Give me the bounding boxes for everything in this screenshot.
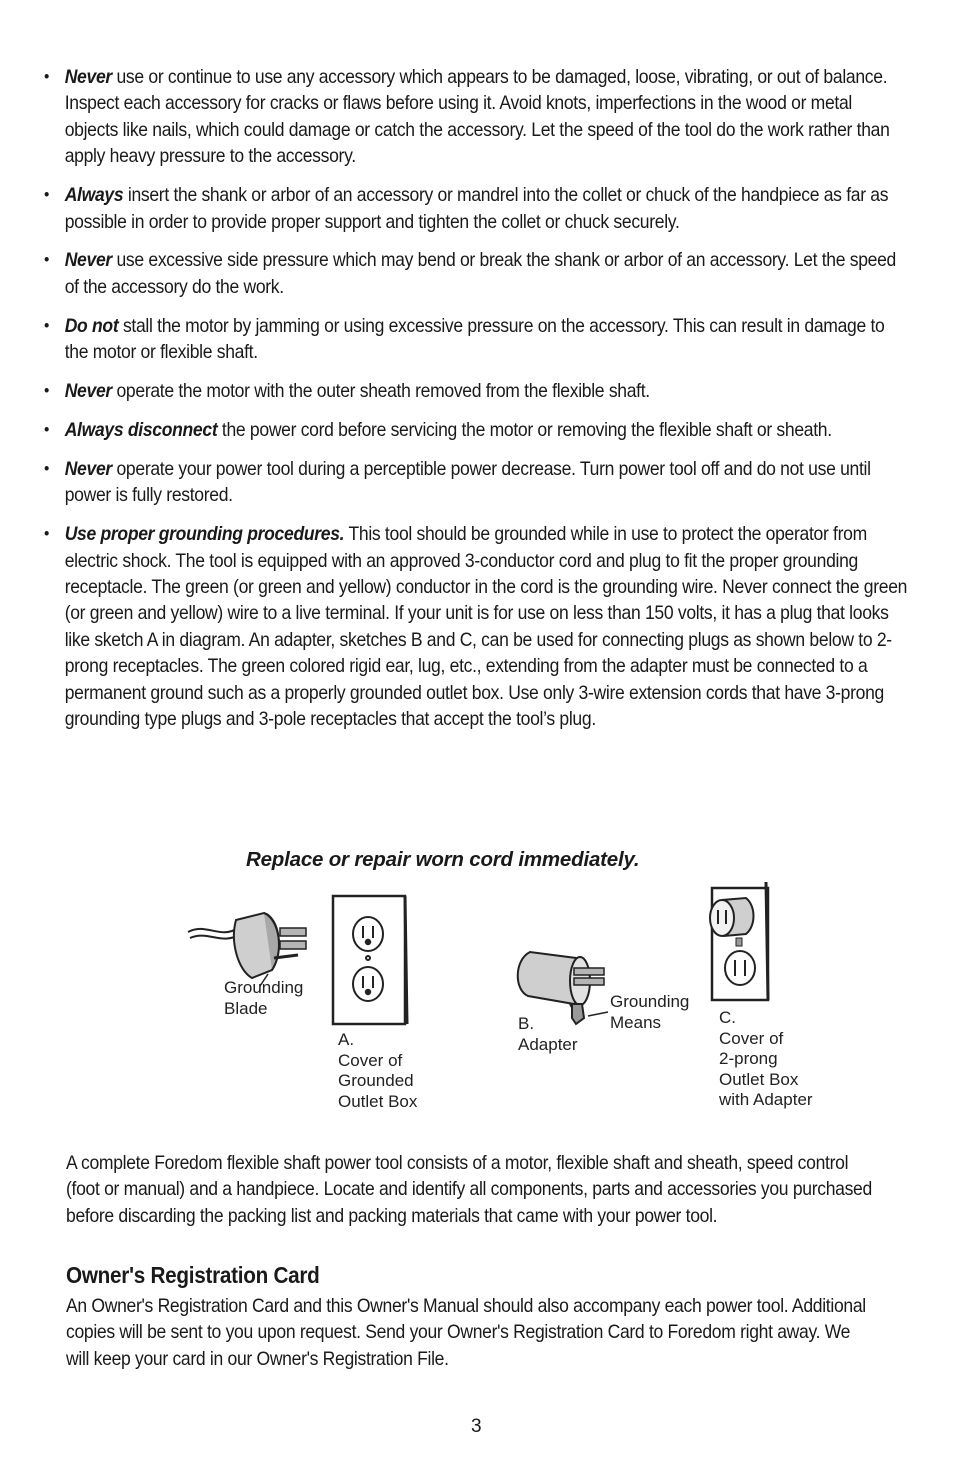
bullet-lead: Always xyxy=(64,184,124,207)
grounding-diagram xyxy=(180,878,840,1118)
grounding-means-label: Grounding Means xyxy=(610,992,690,1032)
bullet-lead: Never xyxy=(64,66,112,88)
bullet-dot: • xyxy=(44,458,50,478)
section-heading: Owner's Registration Card xyxy=(66,1262,320,1288)
bullet-item xyxy=(44,456,909,509)
bullet-lead: Always disconnect xyxy=(64,418,218,441)
bullet-item xyxy=(44,313,909,366)
bullet-item xyxy=(44,247,909,300)
bullet-dot: • xyxy=(44,419,50,439)
bullet-dot: • xyxy=(44,381,50,401)
bullet-item xyxy=(44,521,909,732)
bullet-text: use or continue to use any accessory which appears to be damaged, loose, vibrating, or out of balance. Inspect each accessory for cracks or flaws before using it. Avoid knots, imperfections in the wood or metal objects like nails, which could damage or catch the accessory. Let the speed of the tool do the work rather than apply heavy pressure to the accessory. xyxy=(64,66,890,168)
safety-bullet-list xyxy=(44,64,908,745)
diagram-caption: Replace or repair worn cord immediately. xyxy=(246,848,640,871)
bullet-dot: • xyxy=(44,315,50,335)
grounding-blade-label: Grounding Blade xyxy=(224,978,304,1018)
bullet-dot: • xyxy=(44,185,50,205)
intro-paragraph: A complete Foredom flexible shaft power tool consists of a motor, flexible shaft and sheath, speed control (foot or manual) and a handpiece. Locate and identify all components, parts and accessories you purchased before discarding the packing list and packing materials that came with your power tool. xyxy=(66,1152,872,1227)
bullet-item xyxy=(44,182,909,235)
bullet-lead: Never xyxy=(64,249,112,272)
registration-paragraph: An Owner's Registration Card and this Owner's Manual should also accompany each power tool. Additional copies will be sent to you upon request. Send your Owner's Registration Card to Foredom right away. We will keep your card in our Owner's Registration File. xyxy=(66,1295,866,1370)
bullet-item xyxy=(44,378,909,404)
bullet-item xyxy=(44,417,909,443)
bullet-lead: Never xyxy=(64,380,112,403)
bullet-text: use excessive side pressure which may bend or break the shank or arbor of an accessory. Let the speed of the accessory do the work. xyxy=(64,249,896,298)
page-number: 3 xyxy=(471,1416,482,1437)
bullet-text: insert the shank or arbor of an accessory or mandrel into the collet or chuck of the handpiece as far as possible in order to provide proper support and tighten the collet or chuck securely. xyxy=(64,184,889,233)
bullet-text: the power cord before servicing the motor or removing the flexible shaft or sheath. xyxy=(217,418,832,441)
bullet-text: operate the motor with the outer sheath removed from the flexible shaft. xyxy=(111,380,650,403)
bullet-lead: Use proper grounding procedures. xyxy=(64,523,345,546)
two-prong-outlet-with-adapter-drawing xyxy=(710,882,768,1000)
bullet-dot: • xyxy=(44,524,50,544)
bullet-text: stall the motor by jamming or using excessive pressure on the accessory. This can result in damage to the motor or flexible shaft. xyxy=(64,314,885,364)
grounded-outlet-drawing xyxy=(333,896,407,1024)
bullet-lead: Never xyxy=(64,457,112,480)
three-prong-plug-drawing xyxy=(188,913,306,986)
outlet-a-label: A. Cover of Grounded Outlet Box xyxy=(338,1030,418,1111)
bullet-text: This tool should be grounded while in use to protect the operator from electric shock. The tool is equipped with an approved 3-conductor cord and plug to fit the proper grounding receptacle. The green (or green and yellow) conductor in the cord is the grounding wire. Never connect the green (or green and yellow) wire to a live terminal. If your unit is for use on less than 150 volts, it has a plug that looks like sketch A in diagram. An adapter, sketches B and C, can be used for connecting plugs as shown below to 2-prong receptacles. The green colored rigid ear, lug, etc., extending from the adapter must be connected to a permanent ground such as a properly grounded outlet box. Use only 3-wire extension cords that have 3-prong grounding type plugs and 3-pole receptacles that accept the tool’s plug. xyxy=(64,523,908,731)
bullet-text: operate your power tool during a perceptible power decrease. Turn power tool off and do not use until power is fully restored. xyxy=(64,457,871,507)
bullet-dot: • xyxy=(44,250,50,270)
bullet-lead: Do not xyxy=(64,314,119,337)
bullet-dot: • xyxy=(44,67,50,86)
adapter-b-label: B. Adapter xyxy=(518,1014,578,1054)
bullet-item xyxy=(44,64,909,170)
outlet-c-label: C. Cover of 2-prong Outlet Box with Adapter xyxy=(719,1008,813,1109)
